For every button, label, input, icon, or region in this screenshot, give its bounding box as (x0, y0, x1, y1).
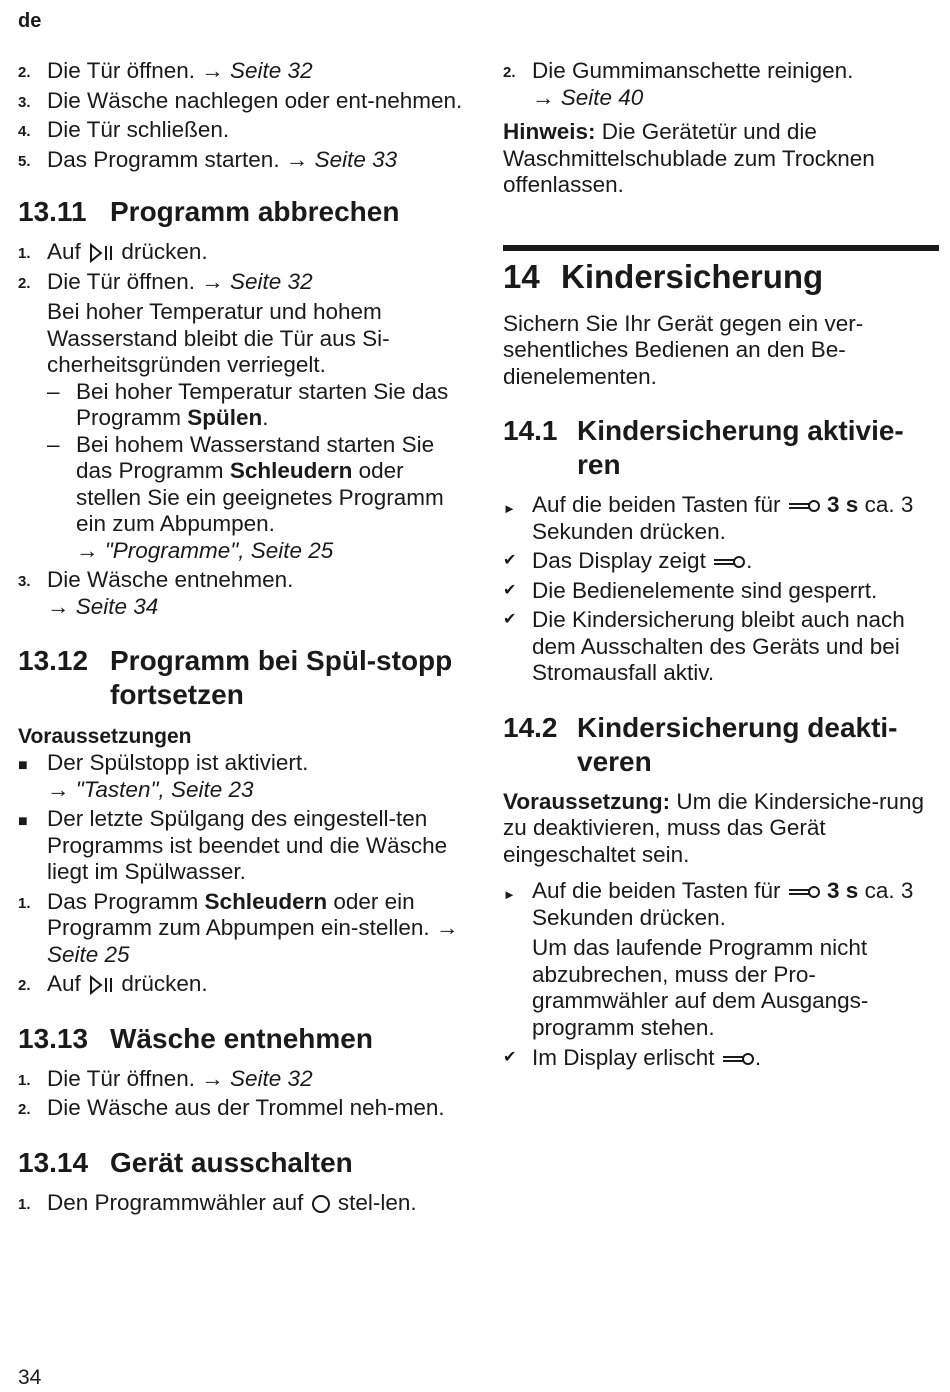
page-reference[interactable]: → Seite 32 (201, 268, 313, 294)
list-item: 1. Den Programmwähler auf stel-len. (18, 1189, 417, 1215)
action-item: ► Auf die beiden Tasten für 3 s ca. 3 Sekunden drücken. (503, 492, 914, 544)
step-number: 4. (18, 123, 31, 140)
child-lock-key-icon (712, 554, 746, 570)
check-icon: ✔ (503, 1049, 517, 1066)
list-item: 2. Die Gummimanschette reinigen. → Seite 40 (503, 58, 939, 111)
list-item: 2. Die Wäsche aus der Trommel neh-men. (18, 1095, 445, 1120)
check-icon: ✔ (503, 611, 517, 628)
step-number: 5. (18, 152, 31, 170)
check-icon: ✔ (503, 552, 517, 569)
check-icon: ✔ (503, 581, 517, 599)
page-reference[interactable]: → "Tasten", Seite 23 (47, 776, 254, 802)
list-item: 1. Das Programm Schleudern oder ein Programm zum Abpumpen ein-stellen. → Seite 25 (18, 888, 459, 967)
list-item: 1. Auf drücken. (18, 239, 208, 264)
paragraph: Bei hoher Temperatur und hohem Wasserstand bleibt die Tür aus Si-cherheitsgründen verriegelt. (47, 299, 390, 377)
start-pause-icon (87, 242, 115, 264)
step-number: 3. (18, 93, 31, 111)
page-reference[interactable]: → Seite 25 (47, 915, 459, 967)
paragraph: Um das laufende Programm nicht abzubrechen, muss der Pro-grammwähler auf dem Ausgangs-programm stehen. (532, 935, 869, 1040)
child-lock-key-icon (721, 1051, 755, 1067)
page-reference[interactable]: → Seite 40 (532, 84, 644, 110)
result-item: ✔ Im Display erlischt . (503, 1045, 762, 1070)
list-item: 1. Die Tür öffnen. → Seite 32 (18, 1065, 313, 1091)
start-pause-icon (87, 974, 115, 996)
section-heading-14-2: 14.2 Kindersicherung deakti-veren (503, 711, 898, 777)
list-item: 5. Das Programm starten. → Seite 33 (18, 147, 468, 174)
note-paragraph: Hinweis: Die Gerätetür und die Waschmittelschublade zum Trocknen offenlassen. (503, 119, 875, 197)
chapter-intro: Sichern Sie Ihr Gerät gegen ein ver-sehentliches Bedienen an den Be-dienelementen. (503, 310, 864, 389)
section-heading-13-12: 13.12 Programm bei Spül-stopp fortsetzen (18, 645, 453, 710)
left-column (18, 58, 468, 1219)
prerequisites-heading: Voraussetzungen (18, 725, 192, 748)
list-item: ■ Der letzte Spülgang des eingestell-ten Programms ist beendet und die Wäsche liegt im Spülwasser. (18, 806, 448, 884)
list-item: 2. Die Tür öffnen. → Seite 32 (18, 58, 468, 85)
prerequisite-paragraph: Voraussetzung: Um die Kindersiche-rung zu deaktivieren, muss das Gerät eingeschaltet sein. (503, 788, 924, 867)
page-reference[interactable]: → "Programme", Seite 25 (76, 537, 334, 563)
list-item: 3. Die Wäsche entnehmen. → Seite 34 (18, 567, 468, 620)
right-column (503, 58, 939, 1075)
section-heading-14-1: 14.1 Kindersicherung aktivie-ren (503, 415, 904, 480)
list-item: 3. Die Wäsche nachlegen oder ent-nehmen. (18, 88, 468, 115)
page-reference[interactable]: → Seite 34 (47, 593, 159, 619)
dash-item: – Bei hohem Wasserstand starten Sie das Programm Schleudern oder stellen Sie ein geeignetes Programm ein zum Abpumpen. → "Programme", Seite 25 (18, 432, 468, 565)
section-heading-13-13: 13.13 Wäsche entnehmen (18, 1022, 373, 1054)
language-tag: de (18, 10, 42, 32)
page-reference[interactable]: → Seite 32 (201, 58, 313, 83)
page-number: 34 (18, 1366, 42, 1389)
result-item: ✔ Die Kindersicherung bleibt auch nach dem Ausschalten des Geräts und bei Stromausfall aktiv. (503, 607, 905, 685)
action-item: ► Auf die beiden Tasten für 3 s ca. 3 Sekunden drücken. (503, 878, 914, 930)
section-heading-13-11: 13.11 Programm abbrechen (18, 196, 400, 227)
list-item: 2. Auf drücken. (18, 971, 208, 996)
list-item: 2. Die Tür öffnen. → Seite 32 (18, 268, 313, 294)
child-lock-key-icon (787, 498, 821, 514)
section-heading-13-14: 13.14 Gerät ausschalten (18, 1146, 353, 1178)
list-item: 4. Die Tür schließen. (18, 117, 468, 144)
page-reference[interactable]: → Seite 33 (285, 146, 398, 172)
chapter-heading-14: 14 Kindersicherung (503, 245, 939, 297)
result-item: ✔ Das Display zeigt . (503, 548, 753, 573)
step-number: 2. (18, 64, 31, 81)
dash-item: – Bei hoher Temperatur starten Sie das Programm Spülen. (47, 378, 449, 430)
result-item: ✔ Die Bedienelemente sind gesperrt. (503, 577, 878, 603)
list-item: ■ Der Spülstopp ist aktiviert. → "Tasten", Seite 23 (18, 750, 468, 803)
child-lock-key-icon (787, 884, 821, 900)
off-circle-icon (310, 1193, 332, 1215)
page-reference[interactable]: → Seite 32 (201, 1065, 313, 1091)
